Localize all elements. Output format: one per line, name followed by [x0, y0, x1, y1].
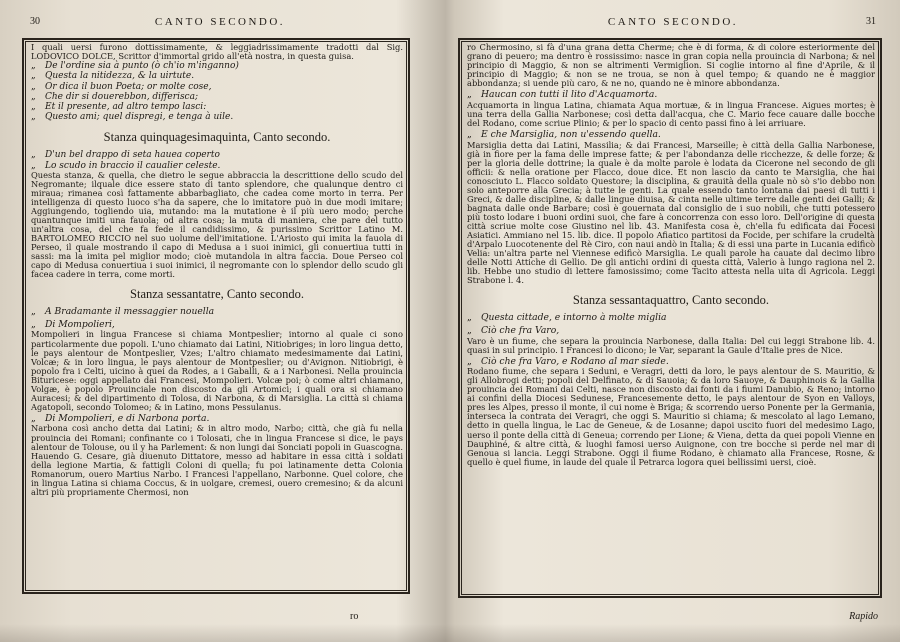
right-text-frame — [458, 38, 882, 598]
right-folio: 31 — [866, 16, 876, 27]
page-bottom-shadow — [0, 624, 900, 642]
left-heading-stanza-55: Stanza quinquagesimaquinta, Canto secondo. — [103, 130, 331, 145]
right-catchword: Rapido — [849, 611, 878, 622]
verse-line: „ E che Marsiglia, non u'essendo quella. — [467, 128, 661, 140]
right-paragraph-acquamorta: Acquamorta in lingua Latina, chiamata Aqua mortuæ, & in lingua Francese. Aigues mortes; è una terra della Gallia Narbonese; così detta dall'acqua, che C. Mario fece cauare dalle bocche del Rodano, come scriue Plinio; & per lo spacio di cento passi fino à lei arriuare. — [467, 99, 875, 128]
verse-line: „ Et il presente, ad altro tempo lasci: — [31, 101, 207, 112]
right-paragraph-rodano: Rodano fiume, che separa i Seduni, e Veragri, detti da loro, le pays alentour de S. Mauritio, & gli Allobrogi detti; popoli del Delfinato, & di Sauoia; & da loro Sauoye, & Dauphinois & la Gallia prouincia dei Romani dai Celti, nasce non discosto dai fonti da i fiumi Danubio, & Reno; intorno ai confini della Diocesi Sedunese, Francesemente detto, le pays alentour de Syon en Valloys, pres les Alpes, presso il monte, il cui nome è Briga; & scorrendo uerso Ponente per la Germania, interseca la contrata dei Veragri, che oggi S. Mauritio si chiama; & mescolato al lago Lemano, detto in quella lingua, le Lac de Geneue, & de Losanne; dapoi uscito fuori del medesimo Lago, uerso il ponte della città di Geneua; correndo per Lione; & Viena, detta da quei popoli Vienne en Dauphiné, & altre città, & luoghi famosi uerso Auignone, con tre bocche si perde nel mar di Genoua si lancia. Leggi Strabone. Oggi il fiume Rodano, è chiamato alla Francese, Rosne, & quello è quel fiume, in laude del quale il Petrarca logora quei bellissimi uersi, cioè. — [467, 366, 875, 467]
verse-line: „ Di Mompolieri, e di Narbona porta. — [31, 412, 210, 424]
verse-line: „ A Bradamante il messaggier nouella — [31, 306, 215, 318]
left-text-frame — [22, 38, 410, 594]
right-heading-stanza-64: Stanza sessantaquattro, Canto secondo. — [572, 293, 770, 308]
left-page-header — [0, 16, 440, 32]
verse-line: „ Questo ami; quel dispregi, e tenga à uile. — [31, 112, 234, 123]
right-running-head: CANTO SECONDO. — [607, 16, 739, 28]
verse-line: „ Di Mompolieri, — [31, 318, 115, 330]
right-paragraph-marsiglia: Marsiglia detta dai Latini, Massilia; & dai Francesi, Marseille; è città della Gallia Narbonese, già in fiore per la fama delle imprese fatte; & per l'abondanza delle ricchezze, & delle forze; & per la gloria delle dottrine; la quale è da molte parole è lodata da Cicerone nel secondo de gli officii: & nella oratione per Flacco, doue dice. Et non lascio da canto te Marsiglia, che hai conosciuto L. Flacco soldato Questore; la disciplina, & grauità della quale nò sò s'io debbo non solo anteporre alla Grecia; à tutte le genti. La quale essendo tanto lontana dai paesi di tutti i Greci, & dalle discipline, & dalle lingue diuisa, & cinta nelle ultime terre dalle genti dei Galli; & bagnata dalle onde Barbare; così è gouernata dal consiglio de i suo nobili, che tutti potessero più tosto lodare i buoni ordini suoi, che fare à concorrenza con esso loro. Dell'origine di questa città scriue molte cose Giustino nel lib. 43. Manifesta cosa è, ch'ella fu edificata dai Focesi Asiatici. Ammiano nel 15. lib. dice. Il popolo Afiatico partitosi da Focide, per schifare la crudeltà d'Arpalo Luocotenente del Rè Ciro, con naui andò in Italia; & di essi una parte in Lucania edificò Velia: un'altra parte nel Viennese edificò Marsiglia. Le quali parole ha cauate dal decimo libro delle Notti Attiche di Gellio. De gli antichi ordini di questa città, Valerio à lungo ragiona nel 2. lib. Hebbe uno studio di lettere famosissimo; come Tacito attesta nella uita di Agricola. Leggi Strabone l. 4. — [467, 139, 875, 286]
right-page — [446, 0, 900, 642]
verse-line: „ Ciò che fra Varo, — [467, 324, 560, 336]
right-paragraph-chermosino: ro Chermosino, si fà d'una grana detta Cherme; che è di forma, & di colore esteriormente del grano di peuero; ma dentro è rossissimo: nasce in gran copia nella prouincia di Narbona; & nel principio di Maggio, & non se altrimenti Vermiglion. Si coglie intorno al fine d'Aprile, & il principio di Maggio; & non se ne troua, se non à quel tempo; & quando ne è maggior abbondanza; si uende più caro, & ne no, quando ne è minore abbondanza. — [467, 42, 875, 89]
verse-line: „ Questa la nitidezza, & la uirtute. — [31, 71, 195, 82]
left-page — [0, 0, 440, 642]
left-folio: 30 — [30, 16, 40, 27]
verse-line: „ D'un bel drappo di seta hauea coperto — [31, 150, 220, 161]
verse-line: „ Che dir si douerebbon, differisca; — [31, 91, 198, 102]
left-heading-stanza-63: Stanza sessantatre, Canto secondo. — [130, 287, 304, 302]
verse-line: „ Lo scudo in braccio il caualier celeste. — [31, 160, 221, 171]
left-signature: ro — [350, 611, 359, 622]
left-paragraph-narbona: Narbona così ancho detta dai Latini; & in altro modo, Narbo; città, che già fu nella prouincia dei Romani; confinante co i Tolosati, che in lingua Francese si dice, le pays alentour de Tolouse, ou il y ha Parlement: & non lungi dai Sonciati popoli in Guascogna. Hauendo G. Cesare, già diuenuto Dittatore, messo ad habitare in essa città i soldati della legione Martia, & fattigli Coloni di quella; fu poi latinamente detta Colonia Romanorum, ouero Martius Narbo. I Francesi l'appellano, Narbonne. Quel colore, che in lingua Latina si chiama Coccus, & in uolgare, cremesi, ouero cremesino; & da alcuni altri più propriamente Chermosi, non — [31, 423, 403, 497]
right-page-header — [446, 16, 900, 32]
left-paragraph-mompolieri: Mompolieri in lingua Francese si chiama Montpeslier; intorno al quale ci sono particolarmente due popoli. L'uno chiamato dai Latini, Nitiobriges; in loro lingua detto, le pays alentour de Montpeslier, Vzes; L'altro chiamato medesimamente dai Latini, Volcæ; & in loro lingua, le pays alentour de Montpeslier; ou d'Avignon. Nitiobrigi, è popolo fra i Celti, uicino à quei da Rodes, a i Gaballi, & a i Narbonesi. Nella prouincia Bituricese: oggi appellato dai Francesi, Mompolieri. Volcæ poi; ò come altri chiamano, Volgæ, è popolo Prouinciale non discosto da gli Artomici; i quali ora si chiamano Auracesi; & del dipartimento di Tolosa, di Narbona, & di Marsiglia. La città si chiama Agatopoli, secondo Tolomeo; & in Latino, mons Pessulanus. — [31, 329, 403, 412]
left-paragraph-shield: Questa stanza, & quella, che dietro le segue abbraccia la descrittione dello scudo del Negromante; ilquale dice essere stato di tanto splendore, che qualunque dentro ci miraua; rimanea così fattamente abbarbagliato, che cadea come morto in terra. Per intelligenza di questo luoco s'ha da sapere, che lo imitatore può in due modi imitare; Aggiungendo, togliendo uia, mutando: ma la mutatione è il più uero modo; perche quantunque imiti una fauola; od altra cosa; la muta di maniera, che pare del tutto un'altra cosa, del che fa fede il candidissimo, & purissimo Scrittor Latino M. BARTOLOMEO RICCIO nel suo uolume dell'imitatione. L'Ariosto qui imita la fauola di Perseo, il quale mostrando il capo di Medusa a i suoi inimici, gli conuertiua tutti in sassi: ma la imita pel miglior modo; cioè mutandola in altra faccia. Doue Perseo col capo di Medusa conuertiua i suoi inimici, il negromante con lo splendor dello scudo gli facea cadere in terra, come morti. — [31, 169, 403, 280]
verse-line: „ Ciò che fra Varo, e Rodano al mar siede. — [467, 355, 669, 367]
left-running-head: CANTO SECONDO. — [154, 16, 286, 28]
left-intro: I quali uersi furono dottissimamente, & leggiadrissimamente tradotti dal Sig. LODOVICO DOLCE, Scrittor d'immortal grido all'età nostra, in questa guisa. — [31, 42, 403, 62]
verse-line: „ Or dica il buon Poeta; or molte cose, — [31, 81, 212, 92]
right-paragraph-varo: Varo è un fiume, che separa la prouincia Narbonese, dalla Italia: Del cui leggi Strabone lib. 4. quasi in sul principio. I Francesi lo dicono; le Var, separant la Gaule d'Italie pres de Nice. — [467, 335, 875, 355]
verse-line: „ De l'ordine sia à punto (ò ch'io m'inganno) — [31, 61, 239, 72]
verse-line: „ Questa cittade, e intorno à molte miglia — [467, 312, 667, 324]
verse-line: „ Haucan con tutti il lito d'Acquamorta. — [467, 89, 658, 101]
